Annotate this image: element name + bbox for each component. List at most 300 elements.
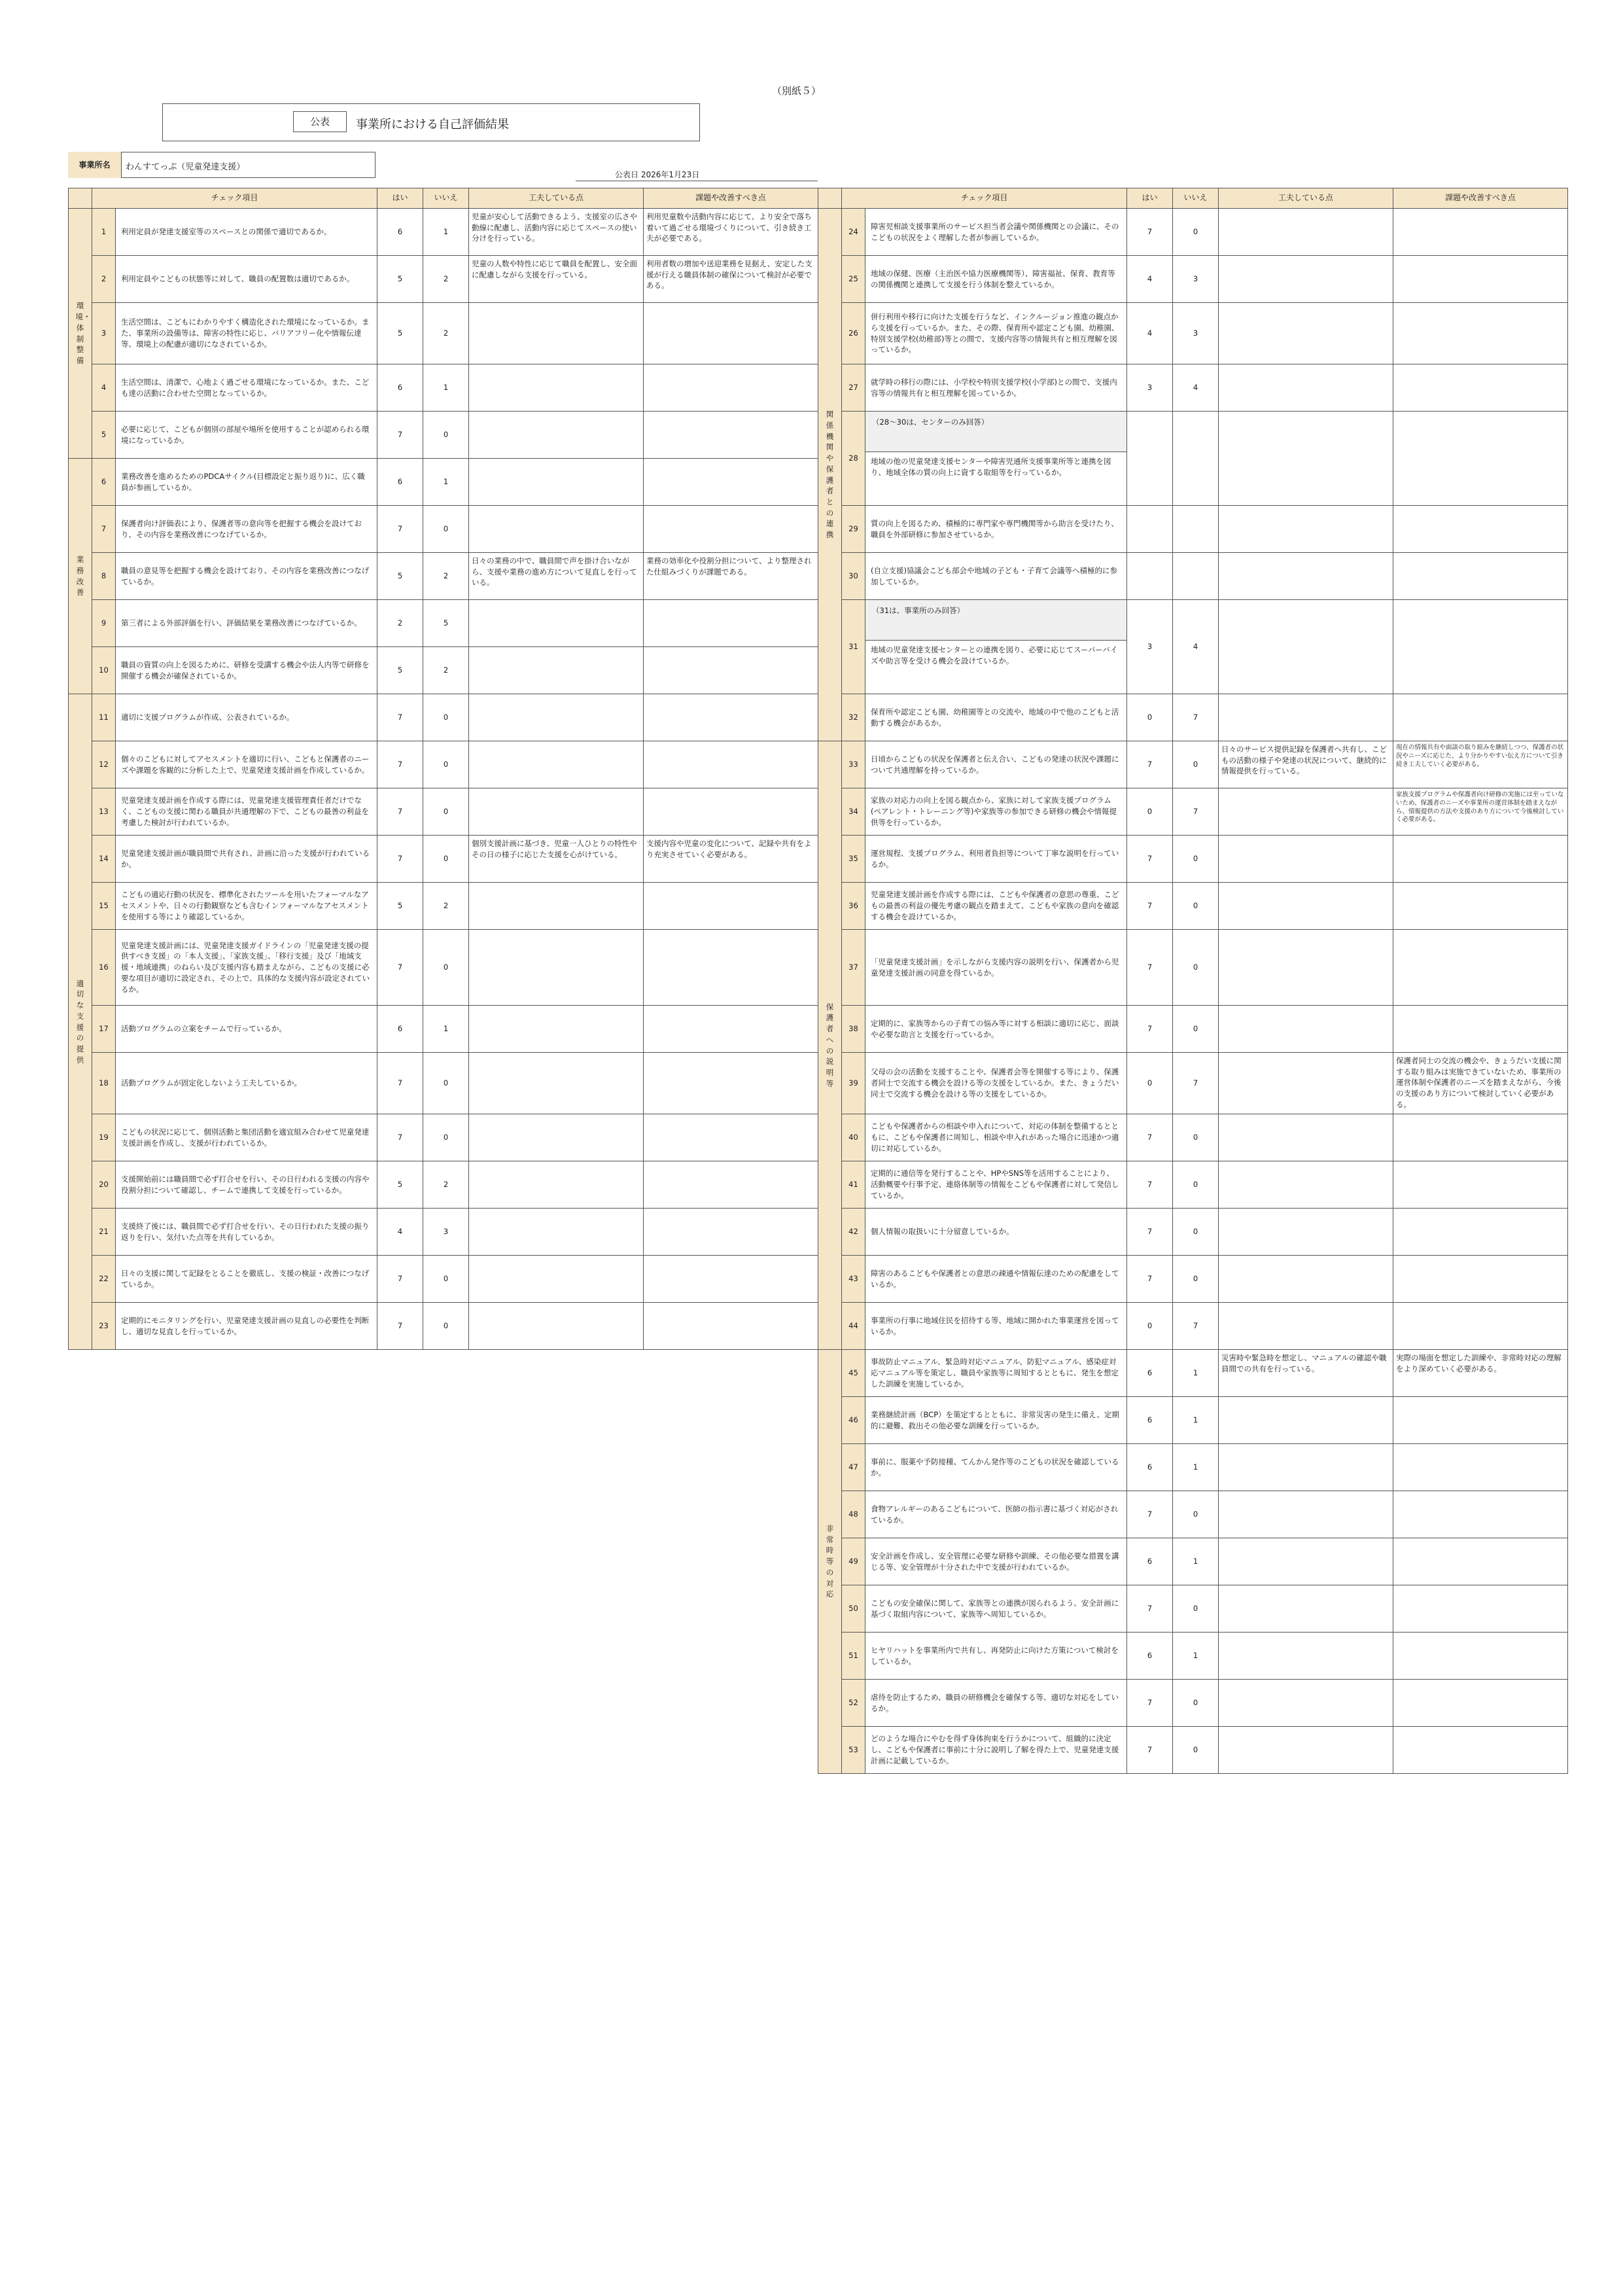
no-count: 0 bbox=[1173, 1114, 1219, 1161]
issues bbox=[644, 883, 818, 930]
check-item bbox=[116, 412, 377, 459]
check-item-text: 定期的に通信等を発行することや、HPやSNS等を活用することにより、活動概要や行事予定、連絡体制等の情報をこどもや保護者に対して発信しているか。 bbox=[871, 1169, 1119, 1200]
answer-note: （28～30は、センターのみ回答） bbox=[865, 412, 1126, 452]
item-number: 33 bbox=[842, 741, 865, 788]
issues bbox=[1393, 553, 1568, 600]
check-item bbox=[865, 1491, 1127, 1538]
issues: 保護者同士の交流の機会や、きょうだい支援に関する取り組みは実施できていないため、事業所の運営体制や保護者のニーズを踏まえながら、今後の支援のあり方について検討していく必要がある。 bbox=[1393, 1053, 1568, 1114]
good-points: 日々のサービス提供記録を保護者へ共有し、こどもの活動の様子や発達の状況について、継続的に情報提供を行っている。 bbox=[1219, 741, 1393, 788]
table-row bbox=[818, 256, 1568, 303]
yes-count: 6 bbox=[1127, 1397, 1173, 1444]
check-item bbox=[865, 1585, 1127, 1633]
check-item-text: 定期的にモニタリングを行い、児童発達支援計画の見直しの必要性を判断し、適切な見直しを行っているか。 bbox=[121, 1315, 370, 1336]
no-count: 2 bbox=[423, 647, 469, 694]
good-points bbox=[1219, 836, 1393, 883]
item-number: 23 bbox=[92, 1303, 116, 1350]
table-row bbox=[69, 1256, 818, 1303]
check-item bbox=[865, 1444, 1127, 1491]
table-row bbox=[818, 1491, 1568, 1538]
check-item-text: 父母の会の活動を支援することや、保護者会等を開催する等により、保護者同士で交流する機会を設ける等の支援をしているか。また、きょうだい同士で交流する機会を設ける等の支援をしているか。 bbox=[871, 1067, 1119, 1099]
office-name: わんすてっぷ（児童発達支援） bbox=[126, 162, 245, 172]
check-item bbox=[865, 412, 1127, 506]
check-item bbox=[116, 364, 377, 412]
no-count: 5 bbox=[423, 600, 469, 647]
table-row bbox=[818, 600, 1568, 694]
check-item-text: 保護者向け評価表により、保護者等の意向等を把握する機会を設けており、その内容を業務改善につなげているか。 bbox=[121, 518, 362, 539]
item-number: 3 bbox=[92, 303, 116, 364]
check-item-text: こどもの適応行動の状況を、標準化されたツールを用いたフォーマルなアセスメントや、日々の行動観察なども含むインフォーマルなアセスメントを使用する等により確認しているか。 bbox=[121, 890, 369, 921]
issues bbox=[1393, 1444, 1568, 1491]
left-evaluation-table bbox=[68, 188, 818, 1350]
good-points bbox=[1219, 1161, 1393, 1209]
check-item bbox=[116, 647, 377, 694]
issues bbox=[644, 506, 818, 553]
category-cell bbox=[69, 694, 92, 1350]
no-count: 0 bbox=[423, 930, 469, 1006]
no-count: 1 bbox=[1173, 1397, 1219, 1444]
check-item-text: 家族の対応力の向上を図る観点から、家族に対して家族支援プログラム(ペアレント・トレーニング等)や家族等の参加できる研修の機会や情報提供等を行っているか。 bbox=[871, 796, 1117, 827]
issues: 現在の情報共有や面談の取り組みを継続しつつ、保護者の状況やニーズに応じた、より分かりやすい伝え方について引き続き工夫していく必要がある。 bbox=[1393, 741, 1568, 788]
yes-count: 7 bbox=[1127, 1680, 1173, 1727]
check-item bbox=[865, 1538, 1127, 1585]
good-points bbox=[1219, 1209, 1393, 1256]
check-item-text: 事故防止マニュアル、緊急時対応マニュアル、防犯マニュアル、感染症対応マニュアル等を策定し、職員や家族等に周知するとともに、発生を想定した訓練を実施しているか。 bbox=[871, 1357, 1119, 1388]
good-points bbox=[1219, 1256, 1393, 1303]
check-item-text: 地域の他の児童発達支援センターや障害児通所支援事業所等と連携を図り、地域全体の質の向上に資する取組等を行っているか。 bbox=[871, 457, 1111, 477]
item-number: 36 bbox=[842, 883, 865, 930]
item-number: 17 bbox=[92, 1006, 116, 1053]
issues bbox=[1393, 1209, 1568, 1256]
good-points bbox=[469, 1114, 644, 1161]
good-points bbox=[1219, 1053, 1393, 1114]
no-count: 1 bbox=[423, 364, 469, 412]
item-number: 12 bbox=[92, 741, 116, 788]
item-number: 42 bbox=[842, 1209, 865, 1256]
no-count: 0 bbox=[423, 1256, 469, 1303]
no-count: 7 bbox=[1173, 694, 1219, 741]
no-count bbox=[1173, 412, 1219, 506]
check-item-text: 食物アレルギーのあるこどもについて、医師の指示書に基づく対応がされているか。 bbox=[871, 1504, 1119, 1525]
check-item bbox=[116, 1006, 377, 1053]
item-number: 35 bbox=[842, 836, 865, 883]
good-points bbox=[1219, 1680, 1393, 1727]
issues bbox=[1393, 836, 1568, 883]
check-item-text: 併行利用や移行に向けた支援を行うなど、インクルージョン推進の観点から支援を行っているか。また、その際、保育所や認定こども園、幼稚園、特別支援学校(幼稚部)等との間で、支援内容等の情報共有と相互理解を図っているか。 bbox=[871, 312, 1119, 355]
yes-count: 4 bbox=[377, 1209, 423, 1256]
check-item bbox=[865, 741, 1127, 788]
item-number: 26 bbox=[842, 303, 865, 364]
issues bbox=[1393, 1633, 1568, 1680]
category-label: 非常時等の対応 bbox=[826, 1524, 834, 1599]
item-number: 20 bbox=[92, 1161, 116, 1209]
check-item-text: 業務継続計画（BCP）を策定するとともに、非常災害の発生に備え、定期的に避難、救出その他必要な訓練を行っているか。 bbox=[871, 1409, 1119, 1430]
check-item bbox=[865, 694, 1127, 741]
header-no: いいえ bbox=[423, 188, 469, 209]
item-number: 37 bbox=[842, 930, 865, 1006]
category-label: 業務改善 bbox=[76, 555, 84, 597]
table-row bbox=[818, 694, 1568, 741]
check-item bbox=[116, 459, 377, 506]
header-check: チェック項目 bbox=[92, 188, 377, 209]
item-number: 41 bbox=[842, 1161, 865, 1209]
answer-note: （31は、事業所のみ回答） bbox=[865, 600, 1126, 641]
check-item-text: 第三者による外部評価を行い、評価結果を業務改善につなげているか。 bbox=[121, 618, 362, 628]
yes-count bbox=[1127, 412, 1173, 506]
item-number: 43 bbox=[842, 1256, 865, 1303]
issues bbox=[644, 364, 818, 412]
issues bbox=[1393, 1006, 1568, 1053]
check-item-text: 日頃からこどもの状況を保護者と伝え合い、こどもの発達の状況や課題について共通理解を持っているか。 bbox=[871, 754, 1119, 775]
item-number: 53 bbox=[842, 1727, 865, 1774]
good-points bbox=[469, 883, 644, 930]
issues bbox=[1393, 1256, 1568, 1303]
table-row bbox=[818, 209, 1568, 256]
no-count: 0 bbox=[423, 412, 469, 459]
no-count: 2 bbox=[423, 1161, 469, 1209]
check-item bbox=[865, 930, 1127, 1006]
yes-count: 6 bbox=[1127, 1350, 1173, 1397]
item-number: 2 bbox=[92, 256, 116, 303]
issues bbox=[644, 303, 818, 364]
yes-count: 7 bbox=[1127, 1114, 1173, 1161]
check-item bbox=[865, 553, 1127, 600]
category-cell bbox=[69, 209, 92, 459]
no-count: 0 bbox=[423, 1053, 469, 1114]
check-item bbox=[116, 1161, 377, 1209]
good-points bbox=[469, 364, 644, 412]
good-points bbox=[1219, 553, 1393, 600]
yes-count: 5 bbox=[377, 256, 423, 303]
issues bbox=[644, 1209, 818, 1256]
issues bbox=[644, 930, 818, 1006]
no-count: 0 bbox=[1173, 1585, 1219, 1633]
item-number: 5 bbox=[92, 412, 116, 459]
check-item bbox=[116, 1053, 377, 1114]
check-item-text: 個々のこどもに対してアセスメントを適切に行い、こどもと保護者のニーズや課題を客観的に分析した上で、児童発達支援計画を作成しているか。 bbox=[121, 754, 370, 775]
item-number: 14 bbox=[92, 836, 116, 883]
table-row bbox=[818, 1256, 1568, 1303]
category-cell bbox=[69, 459, 92, 694]
issues bbox=[1393, 364, 1568, 412]
item-number: 22 bbox=[92, 1256, 116, 1303]
issues bbox=[644, 459, 818, 506]
check-item-text: 質の向上を図るため、積極的に専門家や専門機関等から助言を受けたり、職員を外部研修に参加させているか。 bbox=[871, 518, 1119, 539]
check-item bbox=[116, 788, 377, 836]
yes-count: 0 bbox=[1127, 788, 1173, 836]
yes-count: 7 bbox=[1127, 1006, 1173, 1053]
yes-count: 0 bbox=[1127, 1303, 1173, 1350]
item-number: 50 bbox=[842, 1585, 865, 1633]
table-row bbox=[69, 506, 818, 553]
issues bbox=[1393, 1727, 1568, 1774]
good-points bbox=[469, 741, 644, 788]
yes-count: 7 bbox=[1127, 1209, 1173, 1256]
issues: 業務の効率化や役割分担について、より整理された仕組みづくりが課題である。 bbox=[644, 553, 818, 600]
table-row bbox=[69, 930, 818, 1006]
good-points: 災害時や緊急時を想定し、マニュアルの確認や職員間での共有を行っている。 bbox=[1219, 1350, 1393, 1397]
check-item-text: 支援終了後には、職員間で必ず打合せを行い、その日行われた支援の振り返りを行い、気付いた点等を共有しているか。 bbox=[121, 1221, 370, 1242]
table-row bbox=[818, 1006, 1568, 1053]
check-item-text: 児童発達支援計画を作成する際には、こどもや保護者の意思の尊重、こどもの最善の利益の優先考慮の観点を踏まえて、こどもや家族の意向を確認する機会を設けているか。 bbox=[871, 890, 1119, 921]
check-item bbox=[116, 600, 377, 647]
no-count: 0 bbox=[423, 1114, 469, 1161]
check-item bbox=[865, 1209, 1127, 1256]
check-item bbox=[116, 1114, 377, 1161]
check-item bbox=[116, 553, 377, 600]
issues bbox=[1393, 1161, 1568, 1209]
check-item bbox=[116, 883, 377, 930]
good-points bbox=[1219, 1633, 1393, 1680]
good-points: 児童が安心して活動できるよう、支援室の広さや動線に配慮し、活動内容に応じてスペースの使い分けを行っている。 bbox=[469, 209, 644, 256]
item-number: 40 bbox=[842, 1114, 865, 1161]
no-count: 0 bbox=[1173, 209, 1219, 256]
item-number: 48 bbox=[842, 1491, 865, 1538]
yes-count: 5 bbox=[377, 647, 423, 694]
right-header-row bbox=[818, 188, 1568, 209]
header-yes: はい bbox=[1127, 188, 1173, 209]
no-count: 0 bbox=[423, 741, 469, 788]
check-item-text: 地域の保健、医療（主治医や協力医療機関等）、障害福祉、保育、教育等の関係機関と連携して支援を行う体制を整えているか。 bbox=[871, 268, 1115, 289]
table-row bbox=[69, 694, 818, 741]
issues bbox=[1393, 883, 1568, 930]
yes-count: 5 bbox=[377, 883, 423, 930]
yes-count: 7 bbox=[377, 694, 423, 741]
yes-count: 7 bbox=[377, 788, 423, 836]
attachment-label: （別紙５） bbox=[772, 85, 822, 97]
table-row bbox=[818, 788, 1568, 836]
check-item bbox=[865, 209, 1127, 256]
good-points bbox=[469, 1006, 644, 1053]
good-points bbox=[469, 506, 644, 553]
table-row bbox=[69, 600, 818, 647]
good-points bbox=[469, 647, 644, 694]
item-number: 10 bbox=[92, 647, 116, 694]
check-item bbox=[865, 364, 1127, 412]
check-item bbox=[116, 694, 377, 741]
item-number: 30 bbox=[842, 553, 865, 600]
no-count: 7 bbox=[1173, 788, 1219, 836]
item-number: 28 bbox=[842, 412, 865, 506]
good-points bbox=[469, 930, 644, 1006]
good-points bbox=[1219, 1538, 1393, 1585]
check-item bbox=[865, 1161, 1127, 1209]
issues bbox=[644, 412, 818, 459]
check-item-text: (自立支援)協議会こども部会や地域の子ども・子育て会議等へ積極的に参加しているか。 bbox=[871, 565, 1117, 586]
item-number: 31 bbox=[842, 600, 865, 694]
yes-count: 7 bbox=[1127, 883, 1173, 930]
table-row bbox=[818, 303, 1568, 364]
no-count: 0 bbox=[1173, 1727, 1219, 1774]
table-row bbox=[818, 1303, 1568, 1350]
item-number: 16 bbox=[92, 930, 116, 1006]
header-yes: はい bbox=[377, 188, 423, 209]
good-points bbox=[1219, 1444, 1393, 1491]
table-row bbox=[69, 256, 818, 303]
no-count: 2 bbox=[423, 883, 469, 930]
yes-count: 4 bbox=[1127, 303, 1173, 364]
no-count: 1 bbox=[1173, 1538, 1219, 1585]
item-number: 9 bbox=[92, 600, 116, 647]
check-item bbox=[116, 741, 377, 788]
table-row bbox=[818, 1444, 1568, 1491]
category-cell bbox=[818, 1350, 842, 1774]
category-cell bbox=[818, 741, 842, 1350]
table-row bbox=[818, 1350, 1568, 1397]
table-row bbox=[818, 1397, 1568, 1444]
good-points bbox=[1219, 256, 1393, 303]
issues bbox=[644, 788, 818, 836]
no-count: 0 bbox=[423, 788, 469, 836]
no-count: 1 bbox=[1173, 1444, 1219, 1491]
yes-count: 7 bbox=[1127, 209, 1173, 256]
no-count: 1 bbox=[1173, 1633, 1219, 1680]
no-count: 1 bbox=[423, 1006, 469, 1053]
table-row bbox=[818, 1538, 1568, 1585]
yes-count: 7 bbox=[1127, 1491, 1173, 1538]
item-number: 4 bbox=[92, 364, 116, 412]
check-item bbox=[116, 1256, 377, 1303]
right-evaluation-table bbox=[818, 188, 1568, 1774]
no-count: 1 bbox=[423, 209, 469, 256]
check-item-text: 支援開始前には職員間で必ず打合せを行い、その日行われる支援の内容や役割分担について確認し、チームで連携して支援を行っているか。 bbox=[121, 1174, 370, 1195]
check-item-text: 職員の意見等を把握する機会を設けており、その内容を業務改善につなげているか。 bbox=[121, 565, 370, 586]
table-row bbox=[818, 1053, 1568, 1114]
yes-count: 7 bbox=[1127, 1161, 1173, 1209]
table-row bbox=[818, 741, 1568, 788]
check-item-text: 活動プログラムの立案をチームで行っているか。 bbox=[121, 1024, 287, 1034]
header-check: チェック項目 bbox=[842, 188, 1127, 209]
no-count: 0 bbox=[1173, 1209, 1219, 1256]
category-label: 適切な支援の提供 bbox=[76, 978, 84, 1065]
check-item-text: 日々の支援に関して記録をとることを徹底し、支援の検証・改善につなげているか。 bbox=[121, 1268, 370, 1289]
yes-count bbox=[1127, 506, 1173, 553]
check-item bbox=[865, 836, 1127, 883]
issues bbox=[644, 1053, 818, 1114]
check-item-text: 地域の児童発達支援センターとの連携を図り、必要に応じてスーパーバイズや助言等を受ける機会を設けているか。 bbox=[871, 645, 1118, 665]
header-good: 工夫している点 bbox=[469, 188, 644, 209]
table-row bbox=[69, 1209, 818, 1256]
item-number: 27 bbox=[842, 364, 865, 412]
yes-count: 7 bbox=[377, 930, 423, 1006]
good-points bbox=[1219, 412, 1393, 506]
issues bbox=[644, 1114, 818, 1161]
table-row bbox=[818, 1727, 1568, 1774]
table-row bbox=[818, 412, 1568, 506]
table-row bbox=[69, 883, 818, 930]
no-count: 7 bbox=[1173, 1053, 1219, 1114]
check-item-text: 活動プログラムが固定化しないよう工夫しているか。 bbox=[121, 1078, 302, 1088]
table-row bbox=[69, 1161, 818, 1209]
table-row bbox=[818, 1585, 1568, 1633]
yes-count: 4 bbox=[1127, 256, 1173, 303]
check-item-text: 生活空間は、清潔で、心地よく過ごせる環境になっているか。また、こども達の活動に合わせた空間となっているか。 bbox=[121, 377, 370, 398]
issues: 支援内容や児童の変化について、記録や共有をより充実させていく必要がある。 bbox=[644, 836, 818, 883]
no-count: 2 bbox=[423, 256, 469, 303]
good-points bbox=[1219, 364, 1393, 412]
issues bbox=[1393, 600, 1568, 694]
category-label: 保護者への説明等 bbox=[826, 1002, 834, 1088]
good-points bbox=[1219, 303, 1393, 364]
no-count: 7 bbox=[1173, 1303, 1219, 1350]
issues bbox=[644, 694, 818, 741]
check-item-text: こどもの安全確保に関して、家族等との連携が図られるよう、安全計画に基づく取組内容について、家族等へ周知しているか。 bbox=[871, 1598, 1119, 1619]
yes-count: 6 bbox=[377, 1006, 423, 1053]
item-number: 21 bbox=[92, 1209, 116, 1256]
issues bbox=[644, 1006, 818, 1053]
category-cell bbox=[818, 209, 842, 741]
issues: 家族支援プログラムや保護者向け研修の実施には至っていないため、保護者のニーズや事業所の運営体制を踏まえながら、情報提供の方法や支援のあり方について今後検討していく必要がある。 bbox=[1393, 788, 1568, 836]
no-count: 3 bbox=[1173, 303, 1219, 364]
yes-count: 3 bbox=[1127, 600, 1173, 694]
yes-count: 6 bbox=[1127, 1444, 1173, 1491]
check-item bbox=[865, 1053, 1127, 1114]
good-points bbox=[1219, 1585, 1393, 1633]
yes-count: 7 bbox=[1127, 741, 1173, 788]
table-row bbox=[69, 1006, 818, 1053]
yes-count: 6 bbox=[377, 459, 423, 506]
page-title: 事業所における自己評価結果 bbox=[356, 118, 509, 132]
yes-count: 7 bbox=[377, 506, 423, 553]
good-points bbox=[1219, 209, 1393, 256]
yes-count: 7 bbox=[377, 412, 423, 459]
check-item bbox=[865, 303, 1127, 364]
item-number: 11 bbox=[92, 694, 116, 741]
check-item bbox=[865, 256, 1127, 303]
issues: 利用者数の増加や送迎業務を見据え、安定した支援が行える職員体制の確保について検討が必要である。 bbox=[644, 256, 818, 303]
issues bbox=[1393, 1491, 1568, 1538]
good-points bbox=[469, 1161, 644, 1209]
issues: 実際の場面を想定した訓練や、非常時対応の理解をより深めていく必要がある。 bbox=[1393, 1350, 1568, 1397]
check-item bbox=[865, 1680, 1127, 1727]
check-item-text: ヒヤリハットを事業所内で共有し、再発防止に向けた方策について検討をしているか。 bbox=[871, 1645, 1119, 1666]
issues bbox=[644, 741, 818, 788]
header-issue: 課題や改善すべき点 bbox=[1393, 188, 1568, 209]
item-number: 46 bbox=[842, 1397, 865, 1444]
good-points: 個別支援計画に基づき、児童一人ひとりの特性やその日の様子に応じた支援を心がけている。 bbox=[469, 836, 644, 883]
check-item-text: 利用定員やこどもの状態等に対して、職員の配置数は適切であるか。 bbox=[121, 274, 355, 284]
check-item bbox=[865, 788, 1127, 836]
table-row bbox=[818, 1633, 1568, 1680]
item-number: 32 bbox=[842, 694, 865, 741]
check-item bbox=[116, 506, 377, 553]
issues bbox=[1393, 930, 1568, 1006]
check-item-text: 事前に、服薬や予防接種、てんかん発作等のこどもの状況を確認しているか。 bbox=[871, 1457, 1119, 1477]
no-count: 3 bbox=[423, 1209, 469, 1256]
table-row bbox=[818, 836, 1568, 883]
issues bbox=[1393, 1397, 1568, 1444]
good-points bbox=[469, 600, 644, 647]
item-number: 45 bbox=[842, 1350, 865, 1397]
table-row bbox=[69, 1053, 818, 1114]
good-points bbox=[1219, 883, 1393, 930]
check-item-text: 業務改善を進めるためのPDCAサイクル(目標設定と振り返り)に、広く職員が参画しているか。 bbox=[121, 471, 365, 492]
table-row bbox=[69, 788, 818, 836]
check-item bbox=[116, 1303, 377, 1350]
no-count: 0 bbox=[423, 694, 469, 741]
header-good: 工夫している点 bbox=[1219, 188, 1393, 209]
table-row bbox=[69, 303, 818, 364]
good-points bbox=[1219, 694, 1393, 741]
issues bbox=[1393, 1114, 1568, 1161]
table-row bbox=[818, 1161, 1568, 1209]
item-number: 38 bbox=[842, 1006, 865, 1053]
yes-count: 7 bbox=[377, 741, 423, 788]
yes-count: 2 bbox=[377, 600, 423, 647]
check-item bbox=[865, 1727, 1127, 1774]
check-item bbox=[865, 1397, 1127, 1444]
check-item bbox=[116, 836, 377, 883]
no-count bbox=[1173, 553, 1219, 600]
